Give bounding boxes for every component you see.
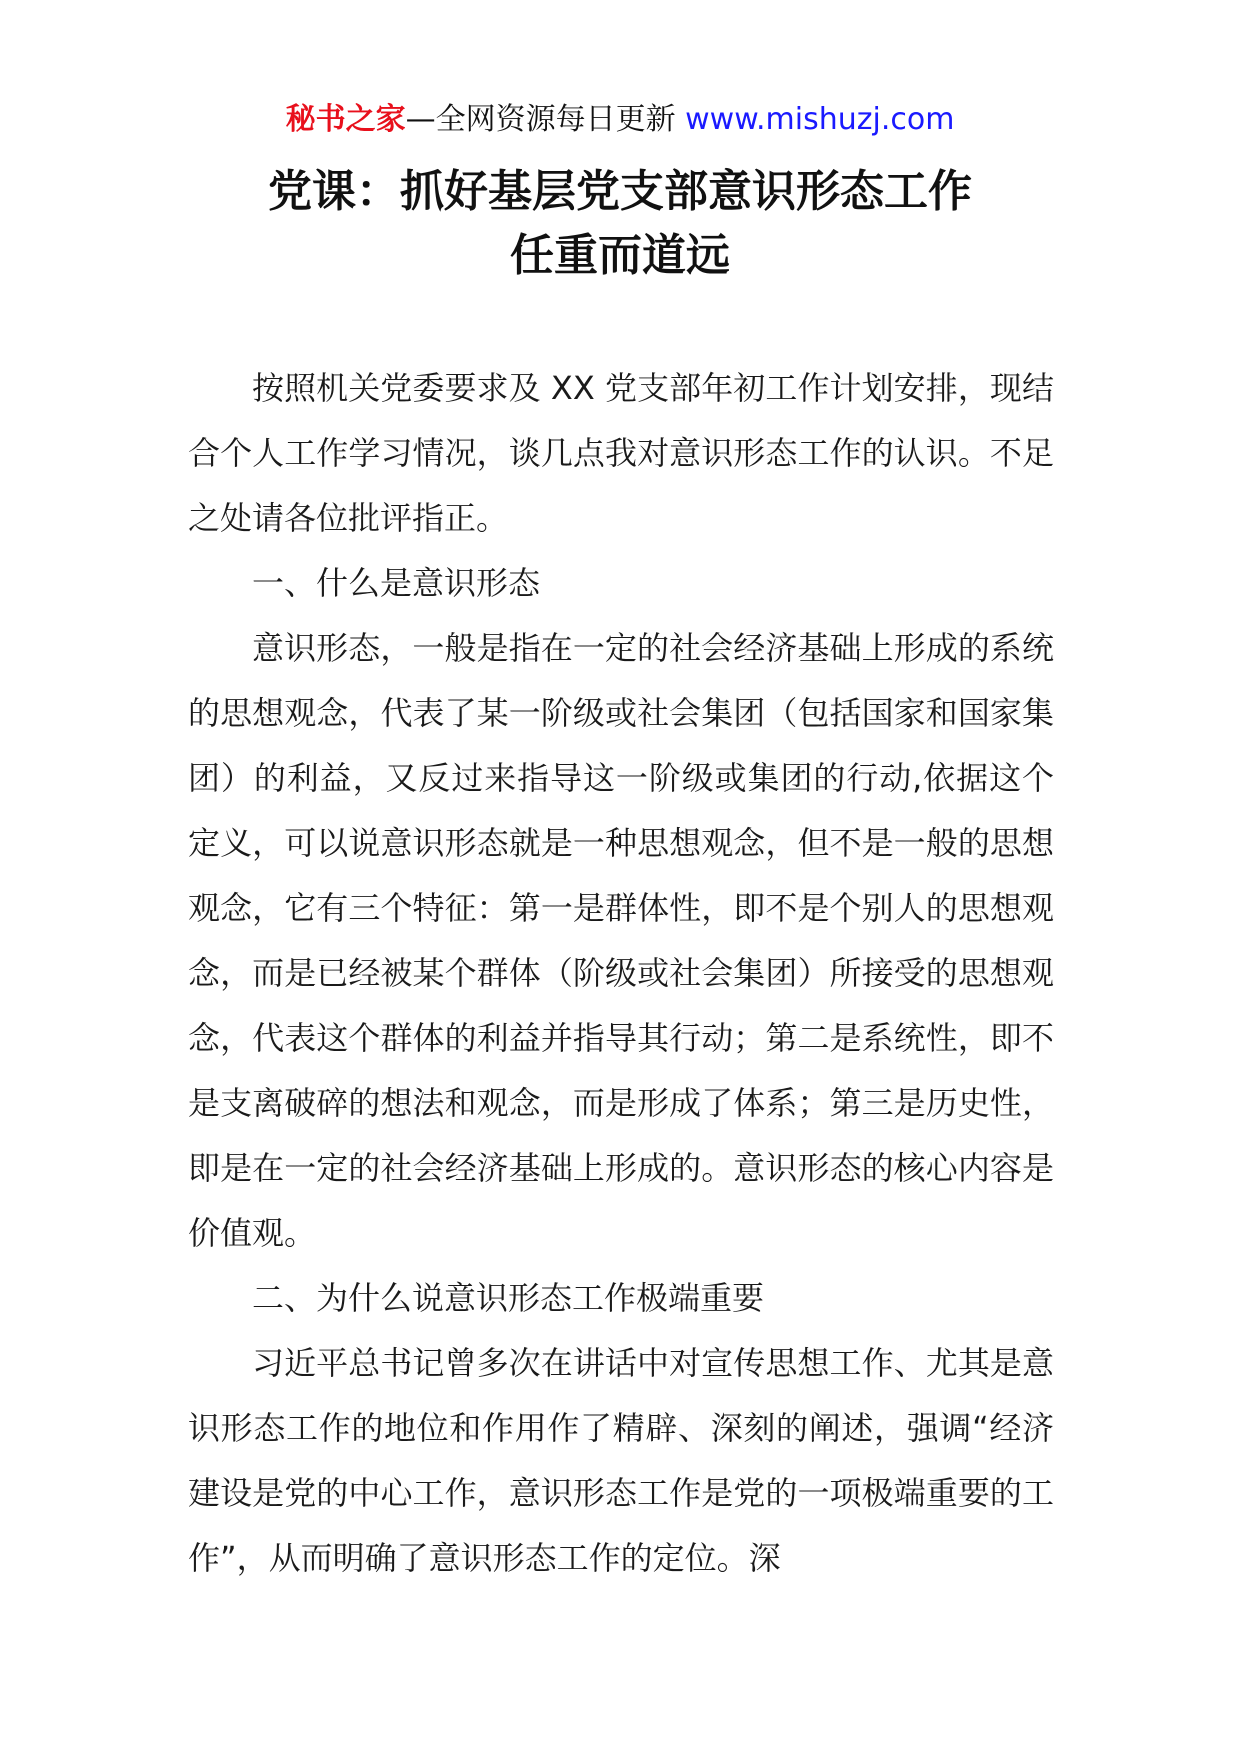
site-url-link[interactable]: www.mishuzj.com [685,102,955,137]
section-2-paragraph: 习近平总书记曾多次在讲话中对宣传思想工作、尤其是意识形态工作的地位和作用作了精辟、深刻的阐述，强调“经济建设是党的中心工作，意识形态工作是党的一项极端重要的工作”，从而明确了意识形态工作的定位。深 [188,1344,1054,1577]
document-title [0,160,1240,288]
document-body [188,356,1054,1591]
section-heading-1: 一、什么是意识形态 [252,564,541,602]
section-heading-2: 二、为什么说意识形态工作极端重要 [252,1279,765,1317]
section-1-paragraph: 意识形态，一般是指在一定的社会经济基础上形成的系统的思想观念，代表了某一阶级或社会集团（包括国家和国家集团）的利益，又反过来指导这一阶级或集团的行动,依据这个定义，可以说意识形态就是一种思想观念，但不是一般的思想观念，它有三个特征：第一是群体性，即不是个别人的思想观念，而是已经被某个群体（阶级或社会集团）所接受的思想观念，代表这个群体的利益并指导其行动；第二是系统性，即不是支离破碎的想法和观念，而是形成了体系；第三是历史性，即是在一定的社会经济基础上形成的。意识形态的核心内容是价值观。 [188,629,1054,1252]
title-line-1: 党课：抓好基层党支部意识形态工作 [268,166,972,217]
header-tagline: —全网资源每日更新 [405,102,676,137]
title-line-2: 任重而道远 [510,230,730,281]
brand-name: 秘书之家 [285,102,406,137]
intro-paragraph: 按照机关党委要求及 XX 党支部年初工作计划安排，现结合个人工作学习情况，谈几点我对意识形态工作的认识。不足之处请各位批评指正。 [188,369,1054,537]
site-header [0,100,1240,140]
